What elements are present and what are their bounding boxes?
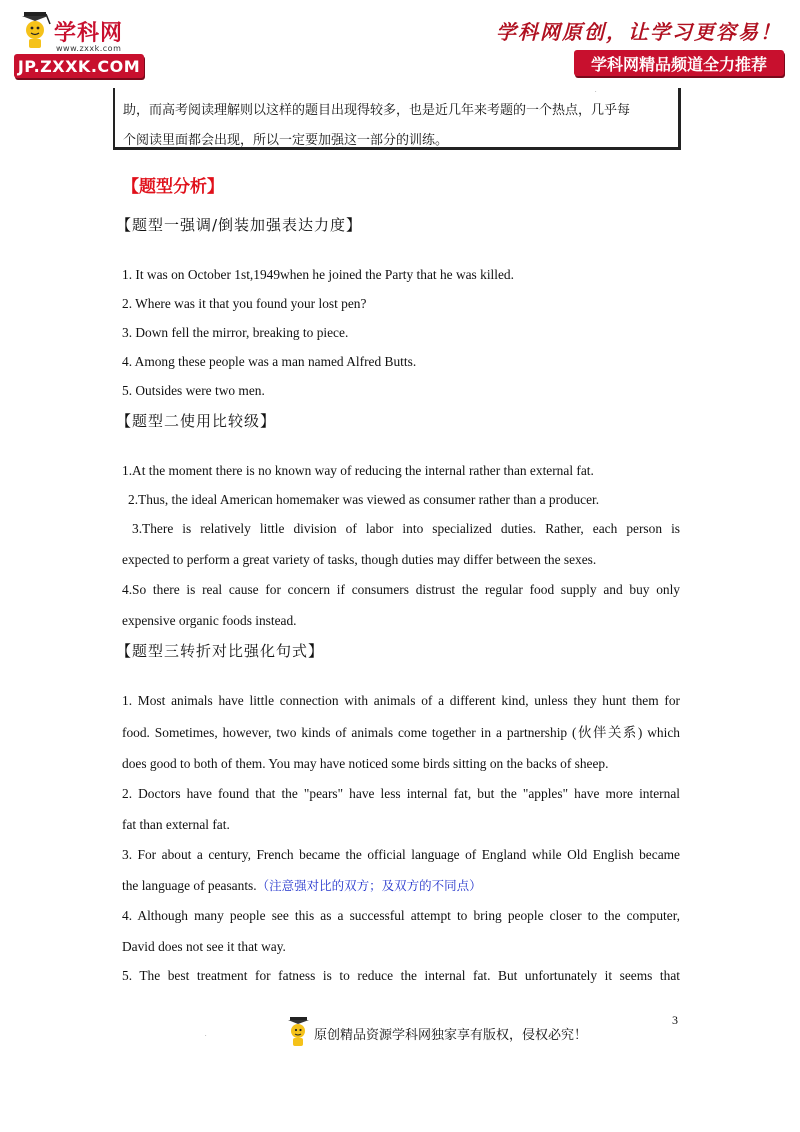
type1-title: 【题型一强调/倒装加强表达力度】: [116, 216, 363, 234]
footer-dot: .: [205, 1032, 207, 1038]
type3-item-3-line-1: 3. For about a century, French became the official language of England while Old English became: [122, 847, 680, 862]
type2-item-3-line-1: 3.There is relatively little division of labor into specialized duties. Rather, each person is: [132, 521, 680, 536]
intro-line-1: 助，而高考阅读理解则以这样的题目出现得较多，也是近几年来考题的一个热点，几乎每: [123, 103, 631, 118]
type3-item-3-text: the language of peasants.: [122, 878, 257, 893]
brand-slogan: 学科网原创，让学习更容易！: [496, 20, 782, 44]
type2-item-3-line-2: expected to perform a great variety of tasks, though duties may differ between the sexes.: [122, 552, 597, 567]
type3-item-1-line-3: does good to both of them. You may have noticed some birds sitting on the backs of sheep.: [122, 756, 609, 771]
type3-item-1-line-2: food. Sometimes, however, two kinds of animals come together in a partnership (伙伴关系) which: [122, 725, 680, 740]
type3-item-4-line-2: David does not see it that way.: [122, 939, 286, 954]
brand-url: www.zxxk.com: [56, 44, 122, 53]
type3-item-2-line-2: fat than external fat.: [122, 817, 230, 832]
intro-line-2: 个阅读里面都会出现，所以一定要加强这一部分的训练。: [123, 133, 449, 148]
section-title: 【题型分析】: [122, 177, 224, 197]
type3-item-3-note: （注意强对比的双方；及双方的不同点）: [256, 878, 482, 893]
footer-copyright: 原创精品资源学科网独家享有版权，侵权必究！: [314, 1028, 588, 1043]
type1-item-5: 5. Outsides were two men.: [122, 383, 265, 398]
type3-title: 【题型三转折对比强化句式】: [116, 642, 325, 660]
page-number: 3: [672, 1013, 678, 1027]
type1-item-3: 3. Down fell the mirror, breaking to piece.: [122, 325, 349, 340]
type1-item-4: 4. Among these people was a man named Alfred Butts.: [122, 354, 417, 369]
type1-item-2: 2. Where was it that you found your lost pen?: [122, 296, 367, 311]
type2-item-4-line-1: 4.So there is real cause for concern if consumers distrust the regular food supply and buy only: [122, 582, 680, 597]
type3-item-1-line-1: 1. Most animals have little connection with animals of a different kind, unless they hunt them for: [122, 693, 680, 708]
brand-name: 学科网: [54, 21, 124, 46]
mascot-icon: [20, 10, 54, 50]
footer-mascot-icon: [287, 1016, 313, 1048]
intro-box: [113, 88, 681, 150]
type1-item-1: 1. It was on October 1st,1949when he joined the Party that he was killed.: [122, 267, 514, 282]
type2-item-4-line-2: expensive organic foods instead.: [122, 613, 297, 628]
type3-item-2-line-1: 2. Doctors have found that the "pears" have less internal fat, but the "apples" have more internal: [122, 786, 680, 801]
type3-item-4-line-1: 4. Although many people see this as a successful attempt to bring people closer to the computer,: [122, 908, 680, 923]
type2-item-2: 2.Thus, the ideal American homemaker was viewed as consumer rather than a producer.: [128, 492, 600, 507]
type2-item-1: 1.At the moment there is no known way of reducing the internal rather than external fat.: [122, 463, 594, 478]
recommend-badge[interactable]: 学科网精品频道全力推荐: [574, 50, 784, 76]
type3-item-3-line-2: [122, 877, 680, 895]
jp-zxxk-badge[interactable]: JP.ZXXK.COM: [14, 54, 144, 78]
page-header: [0, 0, 800, 94]
header-dot: .: [595, 88, 597, 94]
type3-item-5-line-1: 5. The best treatment for fatness is to reduce the internal fat. But unfortunately it seems that: [122, 968, 680, 983]
type2-title: 【题型二使用比较级】: [116, 412, 277, 430]
